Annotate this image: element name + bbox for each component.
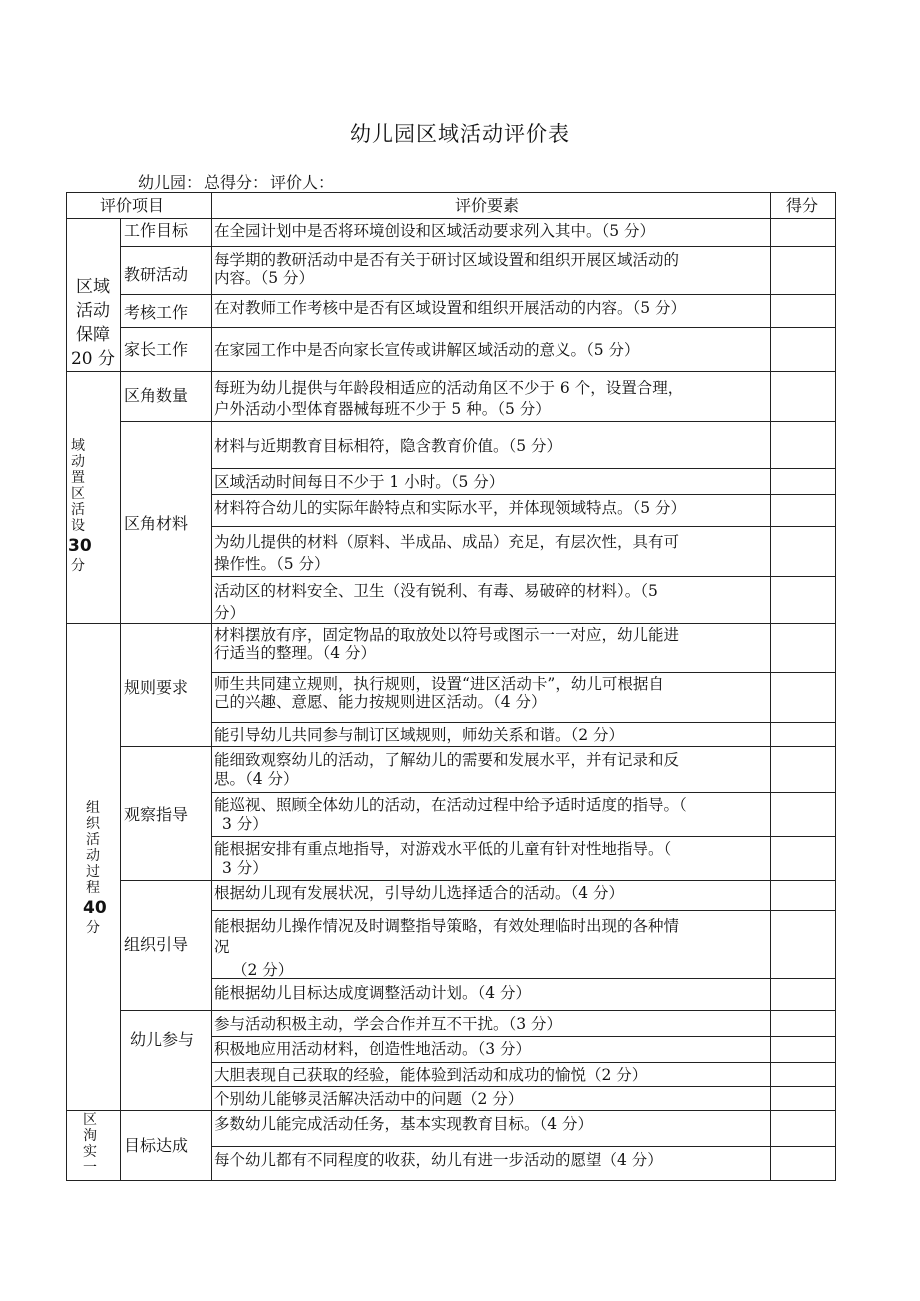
criteria-row-cont: 3 分） <box>222 859 268 877</box>
evaluator-label: 评价人： <box>270 173 335 192</box>
criteria-row: 能引导幼儿共同参与制订区域规则，师幼关系和谐。（2 分） <box>214 726 625 744</box>
category-guarantee: 区域 活动 保障 20 分 <box>70 277 116 369</box>
criteria-row: 每个幼儿都有不同程度的收获，幼儿有进一步活动的愿望（4 分） <box>214 1151 663 1169</box>
total-score-label: 总得分： <box>204 173 269 192</box>
criteria-row: 区域活动时间每日不少于 1 小时。（5 分） <box>214 473 505 491</box>
sub-observation: 观察指导 <box>124 805 189 824</box>
criteria-row-cont: （2 分） <box>232 961 294 979</box>
criteria-row-cont: 内容。（5 分） <box>214 269 315 287</box>
header-item: 评价项目 <box>100 196 165 215</box>
criteria-row: 材料摆放有序，固定物品的取放处以符号或图示一一对应，幼儿能进 <box>214 626 680 644</box>
sub-assessment: 考核工作 <box>124 303 189 322</box>
criteria-row-cont: 户外活动小型体育器械每班不少于 5 种。（5 分） <box>214 400 551 418</box>
criteria-row: 大胆表现自己获取的经验，能体验到活动和成功的愉悦（2 分） <box>214 1066 648 1084</box>
criteria-row: 能细致观察幼儿的活动，了解幼儿的需要和发展水平，并有记录和反 <box>214 751 680 769</box>
sub-goal-achievement: 目标达成 <box>124 1136 189 1155</box>
criteria-row: 在家园工作中是否向家长宣传或讲解区域活动的意义。（5 分） <box>214 341 640 359</box>
criteria-row: 在全园计划中是否将环境创设和区域活动要求列入其中。（5 分） <box>214 222 656 240</box>
criteria-row: 个别幼儿能够灵活解决活动中的问题（2 分） <box>214 1090 524 1108</box>
sub-area-count: 区角数量 <box>124 386 189 405</box>
category-process: 组 织 活 动 过 程 40 分 <box>83 800 107 936</box>
criteria-row: 每学期的教研活动中是否有关于研讨区域设置和组织开展区域活动的 <box>214 251 680 269</box>
criteria-row: 为幼儿提供的材料（原料、半成品、成品）充足，有层次性，具有可 <box>214 533 680 551</box>
sub-research: 教研活动 <box>124 265 189 284</box>
criteria-row: 在对教师工作考核中是否有区域设置和组织开展活动的内容。（5 分） <box>214 299 687 317</box>
sub-rules: 规则要求 <box>124 678 189 697</box>
criteria-row: 能巡视、照顾全体幼儿的活动，在活动过程中给予适时适度的指导。（ <box>214 796 687 814</box>
sub-participation: 幼儿参与 <box>130 1030 195 1049</box>
criteria-row-cont: 分） <box>214 604 246 622</box>
criteria-row-cont: 况 <box>214 938 230 956</box>
criteria-row: 多数幼儿能完成活动任务，基本实现教育目标。（4 分） <box>214 1115 594 1133</box>
criteria-row: 根据幼儿现有发展状况，引导幼儿选择适合的活动。（4 分） <box>214 884 625 902</box>
category-effect: 区 洵 实 一 <box>83 1112 97 1176</box>
header-criteria: 评价要素 <box>455 196 520 215</box>
sub-work-goal: 工作目标 <box>124 221 189 240</box>
page-title: 幼儿园区域活动评价表 <box>350 122 570 146</box>
sub-area-materials: 区角材料 <box>124 514 189 533</box>
kindergarten-label: 幼儿园： <box>138 173 203 192</box>
sub-parents: 家长工作 <box>124 340 189 359</box>
category-setup: 域 动 置 区 活 设 30 分 <box>68 438 92 574</box>
criteria-row: 材料符合幼儿的实际年龄特点和实际水平，并体现领域特点。（5 分） <box>214 499 687 517</box>
criteria-row: 积极地应用活动材料，创造性地活动。（3 分） <box>214 1040 532 1058</box>
header-score: 得分 <box>786 196 819 215</box>
criteria-row: 活动区的材料安全、卫生（没有锐利、有毒、易破碎的材料）。（5 <box>214 582 658 600</box>
criteria-row: 参与活动积极主动，学会合作并互不干扰。（3 分） <box>214 1015 563 1033</box>
criteria-row: 师生共同建立规则，执行规则，设置“进区活动卡”，幼儿可根据自 <box>214 675 664 693</box>
criteria-row: 能根据幼儿目标达成度调整活动计划。（4 分） <box>214 984 532 1002</box>
criteria-row: 每班为幼儿提供与年龄段相适应的活动角区不少于 6 个，设置合理， <box>214 379 684 397</box>
criteria-row-cont: 己的兴趣、意愿、能力按规则进区活动。（4 分） <box>214 693 547 711</box>
criteria-row: 能根据幼儿操作情况及时调整指导策略，有效处理临时出现的各种情 <box>214 917 680 935</box>
sub-guidance: 组织引导 <box>124 935 189 954</box>
criteria-row: 能根据安排有重点地指导，对游戏水平低的儿童有针对性地指导。（ <box>214 840 672 858</box>
criteria-row-cont: 思。（4 分） <box>214 770 299 788</box>
criteria-row-cont: 3 分） <box>222 815 268 833</box>
criteria-row-cont: 行适当的整理。（4 分） <box>214 644 377 662</box>
criteria-row: 材料与近期教育目标相符，隐含教育价值。（5 分） <box>214 437 563 455</box>
criteria-row-cont: 操作性。（5 分） <box>214 555 330 573</box>
